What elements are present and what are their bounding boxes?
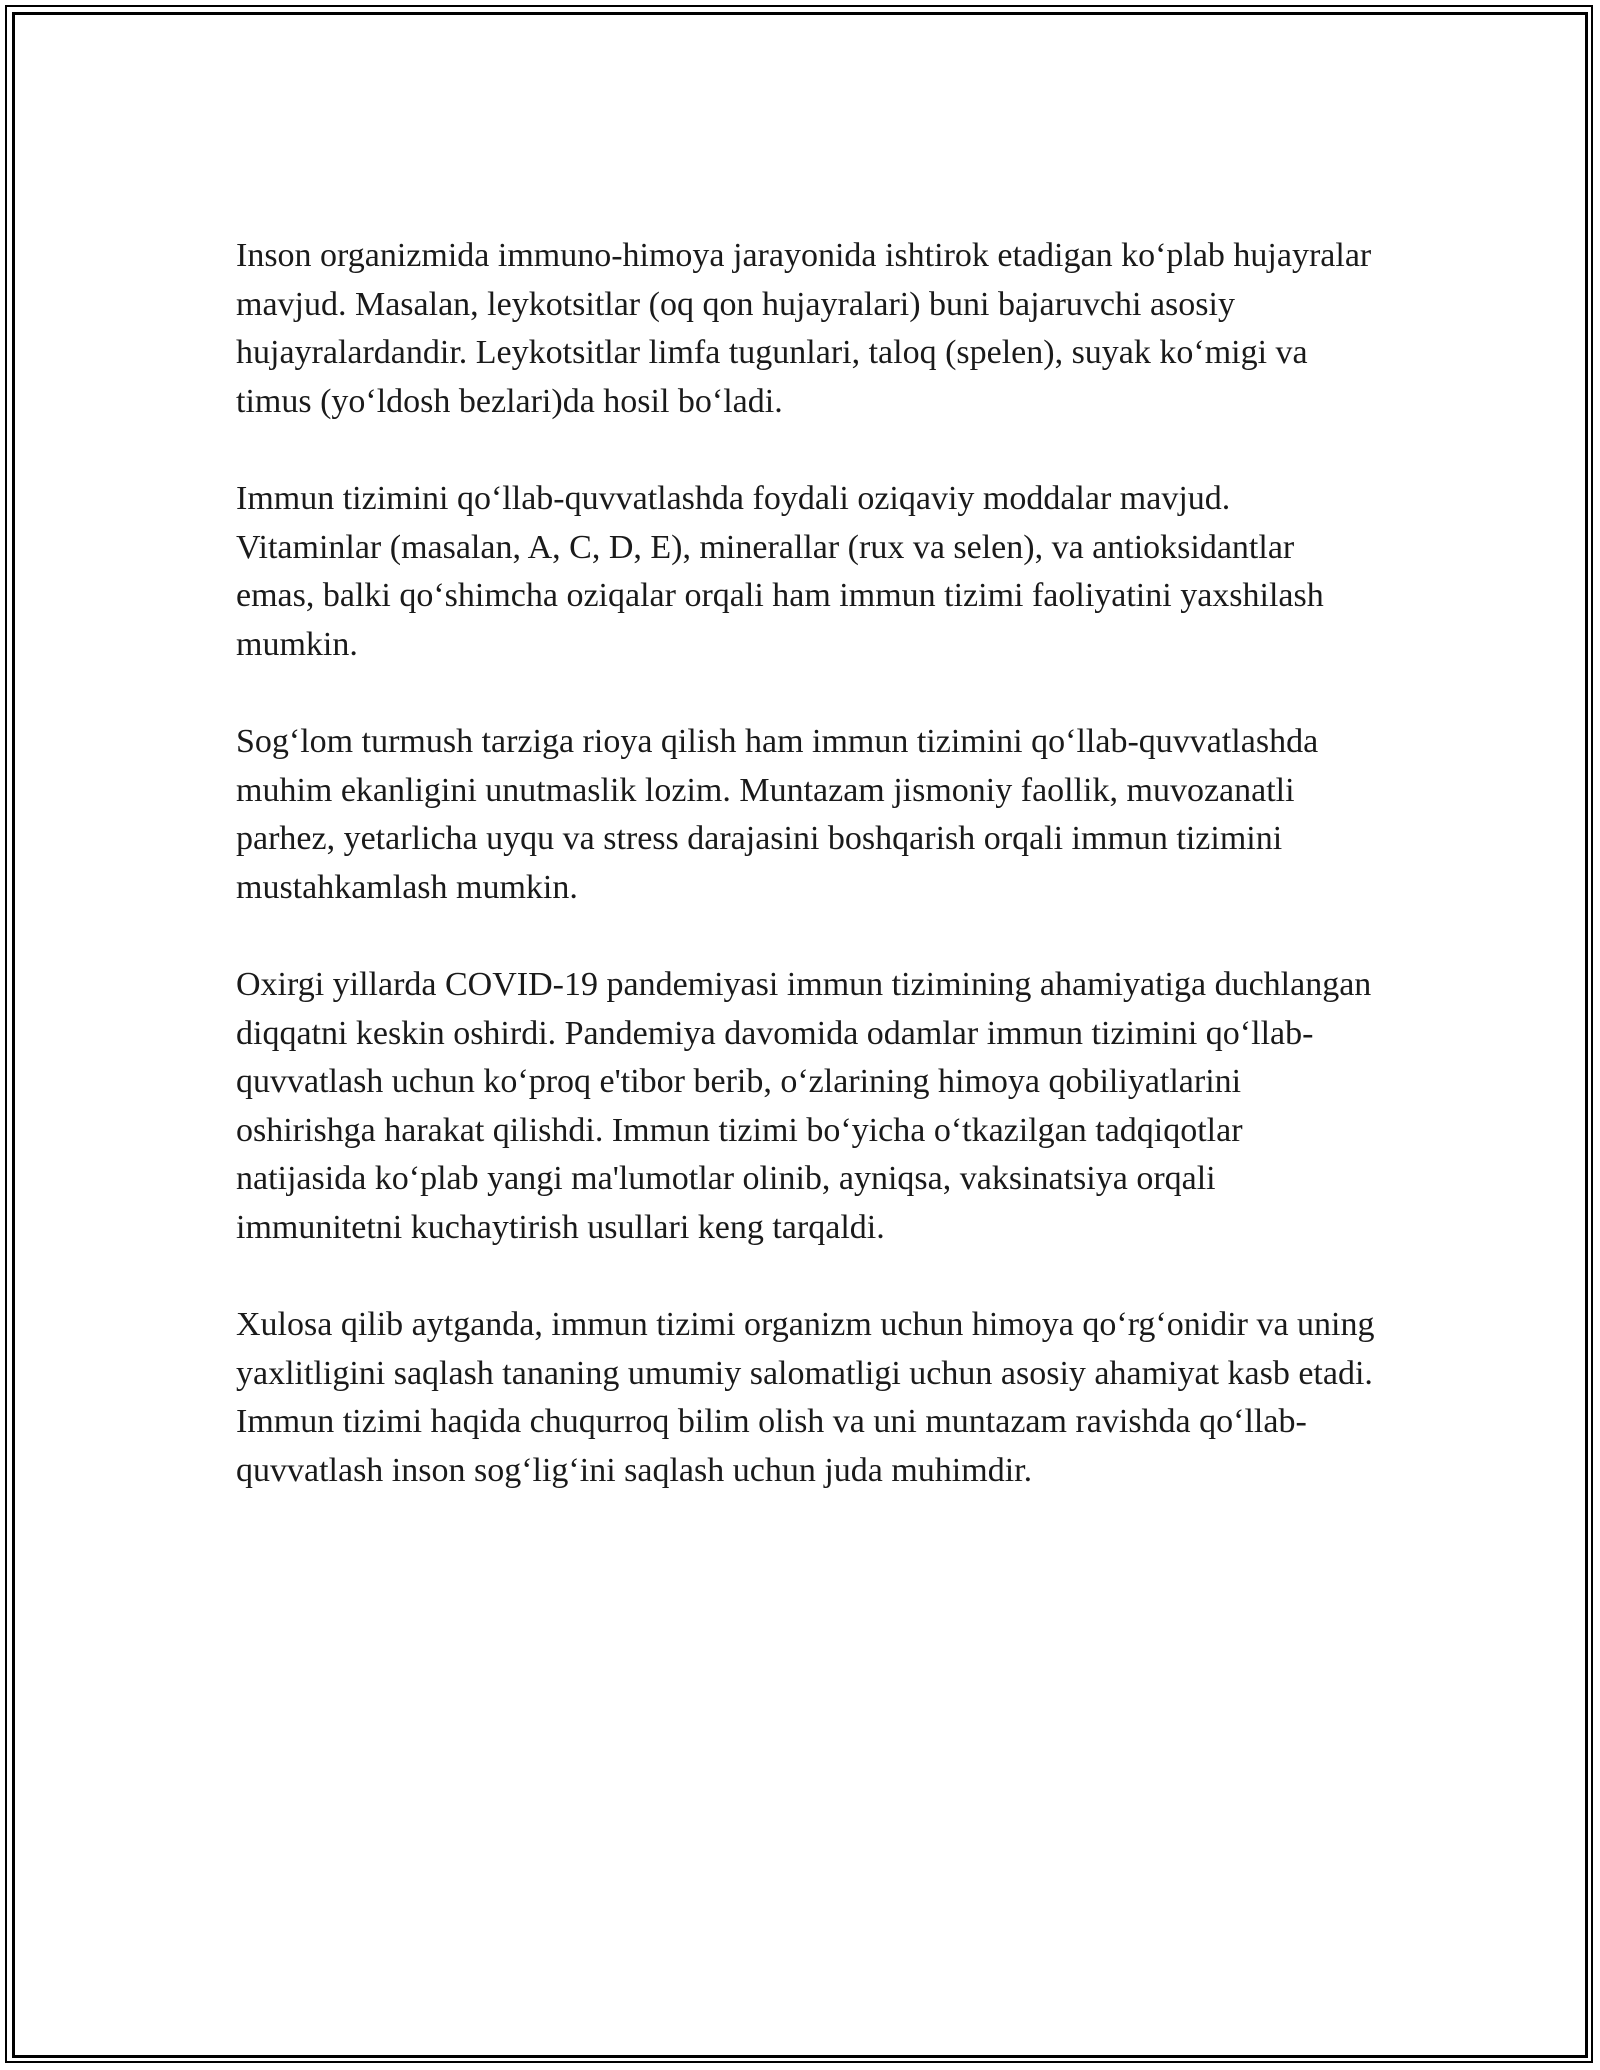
document-body	[236, 232, 1376, 1544]
paragraph-lifestyle: Sog‘lom turmush tarziga rioya qilish ham immun tizimini qo‘llab-quvvatlashda muhim ekanligini unutmaslik lozim. Muntazam jismoniy faollik, muvozanatli parhez, yetarlicha uyqu va stress darajasini boshqarish orqali immun tizimini mustahkamlash mumkin.	[236, 723, 1319, 906]
paragraph-leukocytes: Inson organizmida immuno-himoya jarayonida ishtirok etadigan ko‘plab hujayralar mavjud. Masalan, leykotsitlar (oq qon hujayralari) buni bajaruvchi asosiy hujayralardandir. Leykotsitlar limfa tugunlari, taloq (spelen), suyak ko‘migi va timus (yo‘ldosh bezlari)da hosil bo‘ladi.	[236, 237, 1372, 420]
paragraph-nutrients: Immun tizimini qo‘llab-quvvatlashda foydali oziqaviy moddalar mavjud. Vitaminlar (masalan, A, C, D, E), minerallar (rux va selen), va antioksidantlar emas, balki qo‘shimcha oziqalar orqali ham immun tizimi faoliyatini yaxshilash mumkin.	[236, 480, 1324, 663]
paragraph-covid: Oxirgi yillarda COVID-19 pandemiyasi immun tizimining ahamiyatiga duchlangan diqqatni keskin oshirdi. Pandemiya davomida odamlar immun tizimini qo‘llab-quvvatlash uchun ko‘proq e'tibor berib, o‘zlarining himoya qobiliyatlarini oshirishga harakat qilishdi. Immun tizimi bo‘yicha o‘tkazilgan tadqiqotlar natijasida ko‘plab yangi ma'lumotlar olinib, ayniqsa, vaksinatsiya orqali immunitetni kuchaytirish usullari keng tarqaldi.	[236, 966, 1372, 1246]
paragraph-conclusion: Xulosa qilib aytganda, immun tizimi organizm uchun himoya qo‘rg‘onidir va uning yaxlitligini saqlash tananing umumiy salomatligi uchun asosiy ahamiyat kasb etadi. Immun tizimi haqida chuqurroq bilim olish va uni muntazam ravishda qo‘llab-quvvatlash inson sog‘lig‘ini saqlash uchun juda muhimdir.	[236, 1306, 1375, 1489]
